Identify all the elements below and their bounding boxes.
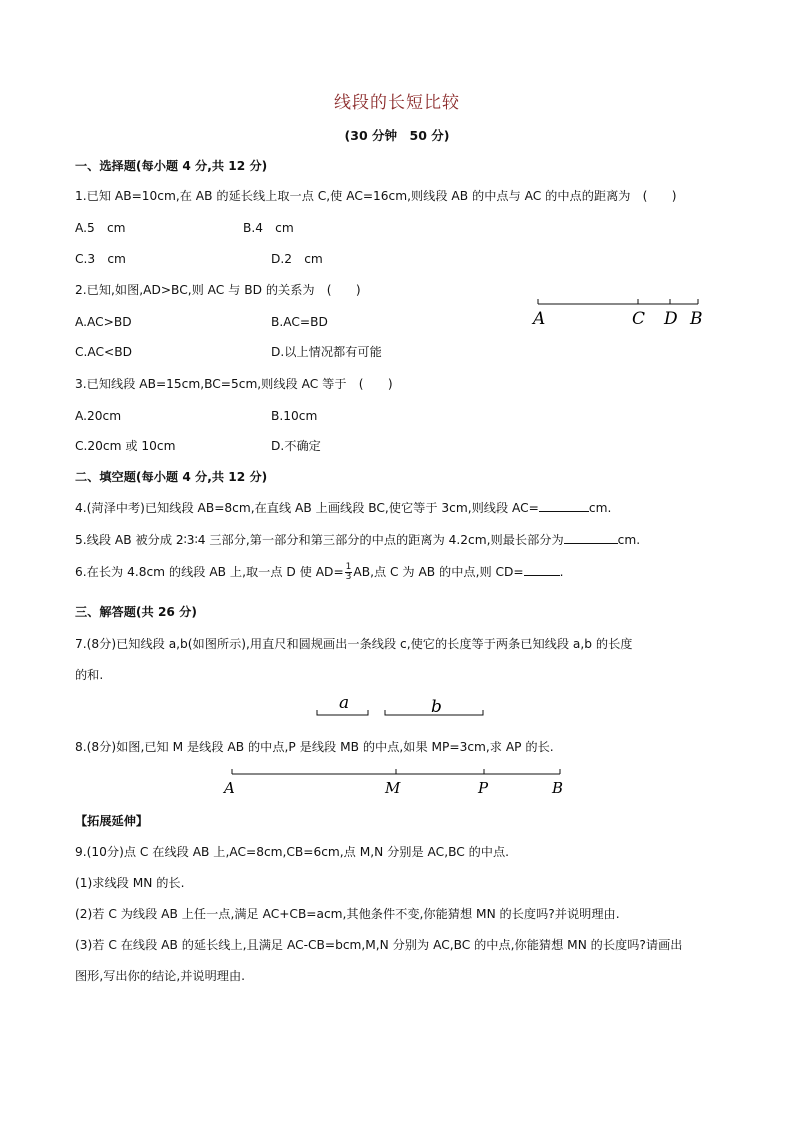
q2-option-a: A.AC>BD xyxy=(75,315,132,329)
q5-unit: cm. xyxy=(617,533,641,547)
q1-option-a: A.5 cm xyxy=(75,221,126,235)
section-heading-choice: 一、选择题(每小题 4 分,共 12 分) xyxy=(75,159,268,173)
segment-b-label: b xyxy=(431,697,442,717)
page-title: 线段的长短比较 xyxy=(334,93,460,113)
question-9-part-3-line-2: 图形,写出你的结论,并说明理由. xyxy=(75,969,246,983)
q3-option-b: B.10cm xyxy=(271,409,318,423)
question-7-line-2: 的和. xyxy=(75,668,104,682)
q6-end: . xyxy=(559,565,564,579)
q3-option-c: C.20cm 或 10cm xyxy=(75,439,176,453)
question-1-stem: 1.已知 AB=10cm,在 AB 的延长线上取一点 C,使 AC=16cm,则线段 AB 的中点与 AC 的中点的距离为 ( ) xyxy=(75,189,677,203)
q6-fraction-numerator: 1 xyxy=(345,562,352,572)
section-heading-fill: 二、填空题(每小题 4 分,共 12 分) xyxy=(75,470,268,484)
q6-answer-blank xyxy=(524,564,560,576)
segment-a-label: a xyxy=(339,693,350,713)
question-6 xyxy=(75,563,564,582)
q7-segments-figure xyxy=(310,690,490,722)
q5-text: 5.线段 AB 被分成 2∶3∶4 三部分,第一部分和第三部分的中点的距离为 4.2cm,则最长部分为 xyxy=(75,533,564,547)
q8-label-a: A xyxy=(224,779,235,797)
q8-label-p: P xyxy=(478,779,489,797)
q8-label-b: B xyxy=(552,779,564,797)
question-9-part-2: (2)若 C 为线段 AB 上任一点,满足 AC+CB=acm,其他条件不变,你能猜想 MN 的长度吗?并说明理由. xyxy=(75,907,620,921)
q2-option-c: C.AC<BD xyxy=(75,345,132,359)
question-7-line-1: 7.(8分)已知线段 a,b(如图所示),用直尺和圆规画出一条线段 c,使它的长度等于两条已知线段 a,b 的长度 xyxy=(75,637,633,651)
q2-label-c: C xyxy=(632,309,646,329)
q4-text: 4.(菏泽中考)已知线段 AB=8cm,在直线 AB 上画线段 BC,使它等于 3cm,则线段 AC= xyxy=(75,501,539,515)
q8-segment-figure xyxy=(220,766,570,800)
q3-option-d: D.不确定 xyxy=(271,439,321,453)
q6-text-mid: AB,点 C 为 AB 的中点,则 CD= xyxy=(353,565,524,579)
section-heading-solve: 三、解答题(共 26 分) xyxy=(75,605,197,619)
q2-option-b: B.AC=BD xyxy=(271,315,328,329)
q3-option-a: A.20cm xyxy=(75,409,122,423)
q1-option-c: C.3 cm xyxy=(75,252,126,266)
q1-option-d: D.2 cm xyxy=(271,252,323,266)
q6-fraction xyxy=(345,563,353,582)
question-4 xyxy=(75,500,611,516)
q6-text: 6.在长为 4.8cm 的线段 AB 上,取一点 D 使 AD= xyxy=(75,565,344,579)
question-5 xyxy=(75,532,640,548)
q2-label-d: D xyxy=(664,309,678,329)
question-9-part-3-line-1: (3)若 C 在线段 AB 的延长线上,且满足 AC-CB=bcm,M,N 分别为 AC,BC 的中点,你能猜想 MN 的长度吗?请画出 xyxy=(75,938,683,952)
question-3-stem: 3.已知线段 AB=15cm,BC=5cm,则线段 AC 等于 ( ) xyxy=(75,377,393,391)
q5-answer-blank xyxy=(564,532,618,544)
section-heading-extension: 【拓展延伸】 xyxy=(75,814,149,828)
question-8-stem: 8.(8分)如图,已知 M 是线段 AB 的中点,P 是线段 MB 的中点,如果 MP=3cm,求 AP 的长. xyxy=(75,740,554,754)
q8-label-m: M xyxy=(385,779,401,797)
q2-segment-figure xyxy=(530,296,710,332)
q2-label-a: A xyxy=(533,309,546,329)
q6-fraction-denominator: 3 xyxy=(345,572,352,582)
question-9-stem: 9.(10分)点 C 在线段 AB 上,AC=8cm,CB=6cm,点 M,N 分别是 AC,BC 的中点. xyxy=(75,845,510,859)
time-score-subtitle: (30 分钟 50 分) xyxy=(344,128,450,143)
q1-option-b: B.4 cm xyxy=(243,221,294,235)
q4-answer-blank xyxy=(539,500,589,512)
q2-label-b: B xyxy=(690,309,703,329)
question-2-stem: 2.已知,如图,AD>BC,则 AC 与 BD 的关系为 ( ) xyxy=(75,283,361,297)
q2-option-d: D.以上情况都有可能 xyxy=(271,345,382,359)
question-9-part-1: (1)求线段 MN 的长. xyxy=(75,876,185,890)
q4-unit: cm. xyxy=(588,501,612,515)
